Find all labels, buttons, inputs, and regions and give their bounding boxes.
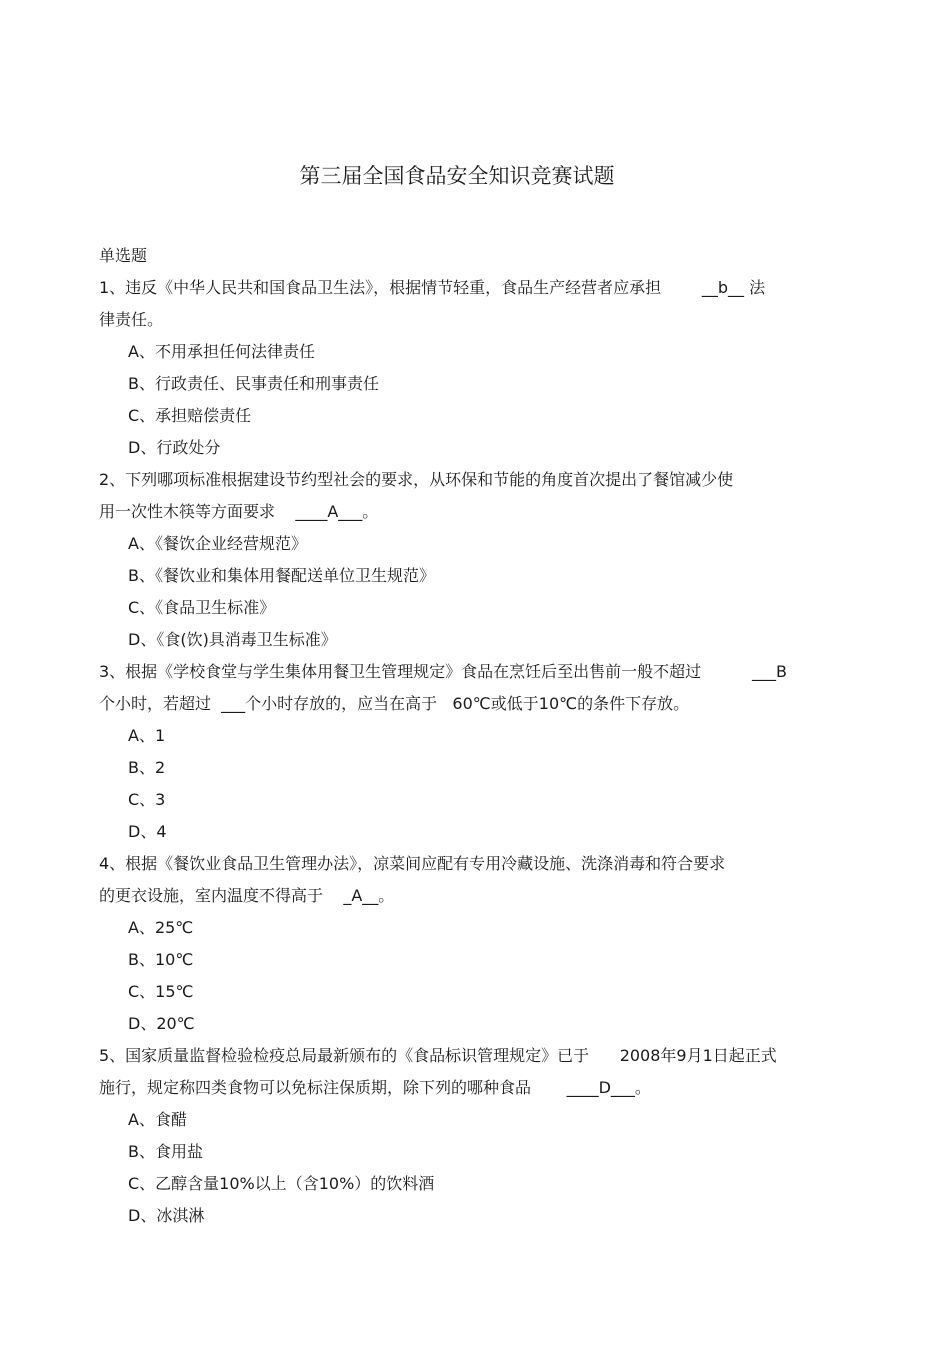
- section-heading: 单选题: [99, 246, 148, 265]
- option-a: A、食醋: [128, 1110, 187, 1129]
- option-c: C、15℃: [128, 982, 194, 1001]
- option-c: C、3: [128, 790, 166, 809]
- option-a: A、《餐饮企业经营规范》: [128, 534, 307, 553]
- option-b: B、10℃: [128, 950, 194, 969]
- option-a: A、不用承担任何法律责任: [128, 342, 315, 361]
- option-c: C、《食品卫生标准》: [128, 598, 276, 617]
- option-d: D、《食(饮)具消毒卫生标准》: [128, 630, 337, 649]
- option-d: D、行政处分: [128, 438, 221, 457]
- question-text-line: 2、下列哪项标准根据建设节约型社会的要求，从环保和节能的角度首次提出了餐馆减少使: [99, 470, 734, 489]
- question-text-line: 1、违反《中华人民共和国食品卫生法》，根据情节轻重，食品生产经营者应承担 __b__ 法: [99, 278, 766, 297]
- question-text-line: 用一次性木筷等方面要求 ____A___。: [99, 502, 379, 521]
- option-b: B、《餐饮业和集体用餐配送单位卫生规范》: [128, 566, 435, 585]
- option-d: D、20℃: [128, 1014, 195, 1033]
- question-text-line: 施行，规定称四类食物可以免标注保质期，除下列的哪种食品 ____D___。: [99, 1078, 651, 1097]
- question-text-line: 4、根据《餐饮业食品卫生管理办法》，凉菜间应配有专用冷藏设施、洗涤消毒和符合要求: [99, 854, 726, 873]
- question-text-line: 律责任。: [99, 310, 164, 329]
- question-text-line: 5、国家质量监督检验检疫总局最新颁布的《食品标识管理规定》已于 2008年9月1日起正式: [99, 1046, 777, 1065]
- question-text-line: 的更衣设施，室内温度不得高于 _A__。: [99, 886, 395, 905]
- option-d: D、冰淇淋: [128, 1206, 205, 1225]
- option-a: A、25℃: [128, 918, 194, 937]
- option-d: D、4: [128, 822, 167, 841]
- option-c: C、乙醇含量10%以上（含10%）的饮料酒: [128, 1174, 435, 1193]
- question-text-line: 个小时，若超过 ___个小时存放的，应当在高于 60℃或低于10℃的条件下存放。: [99, 694, 690, 713]
- option-b: B、2: [128, 758, 166, 777]
- option-b: B、行政责任、民事责任和刑事责任: [128, 374, 379, 393]
- option-c: C、承担赔偿责任: [128, 406, 252, 425]
- option-b: B、食用盐: [128, 1142, 203, 1161]
- document-title: 第三届全国食品安全知识竞赛试题: [299, 164, 615, 188]
- option-a: A、1: [128, 726, 166, 745]
- question-text-line: 3、根据《学校食堂与学生集体用餐卫生管理规定》食品在烹饪后至出售前一般不超过 ___B: [99, 662, 788, 681]
